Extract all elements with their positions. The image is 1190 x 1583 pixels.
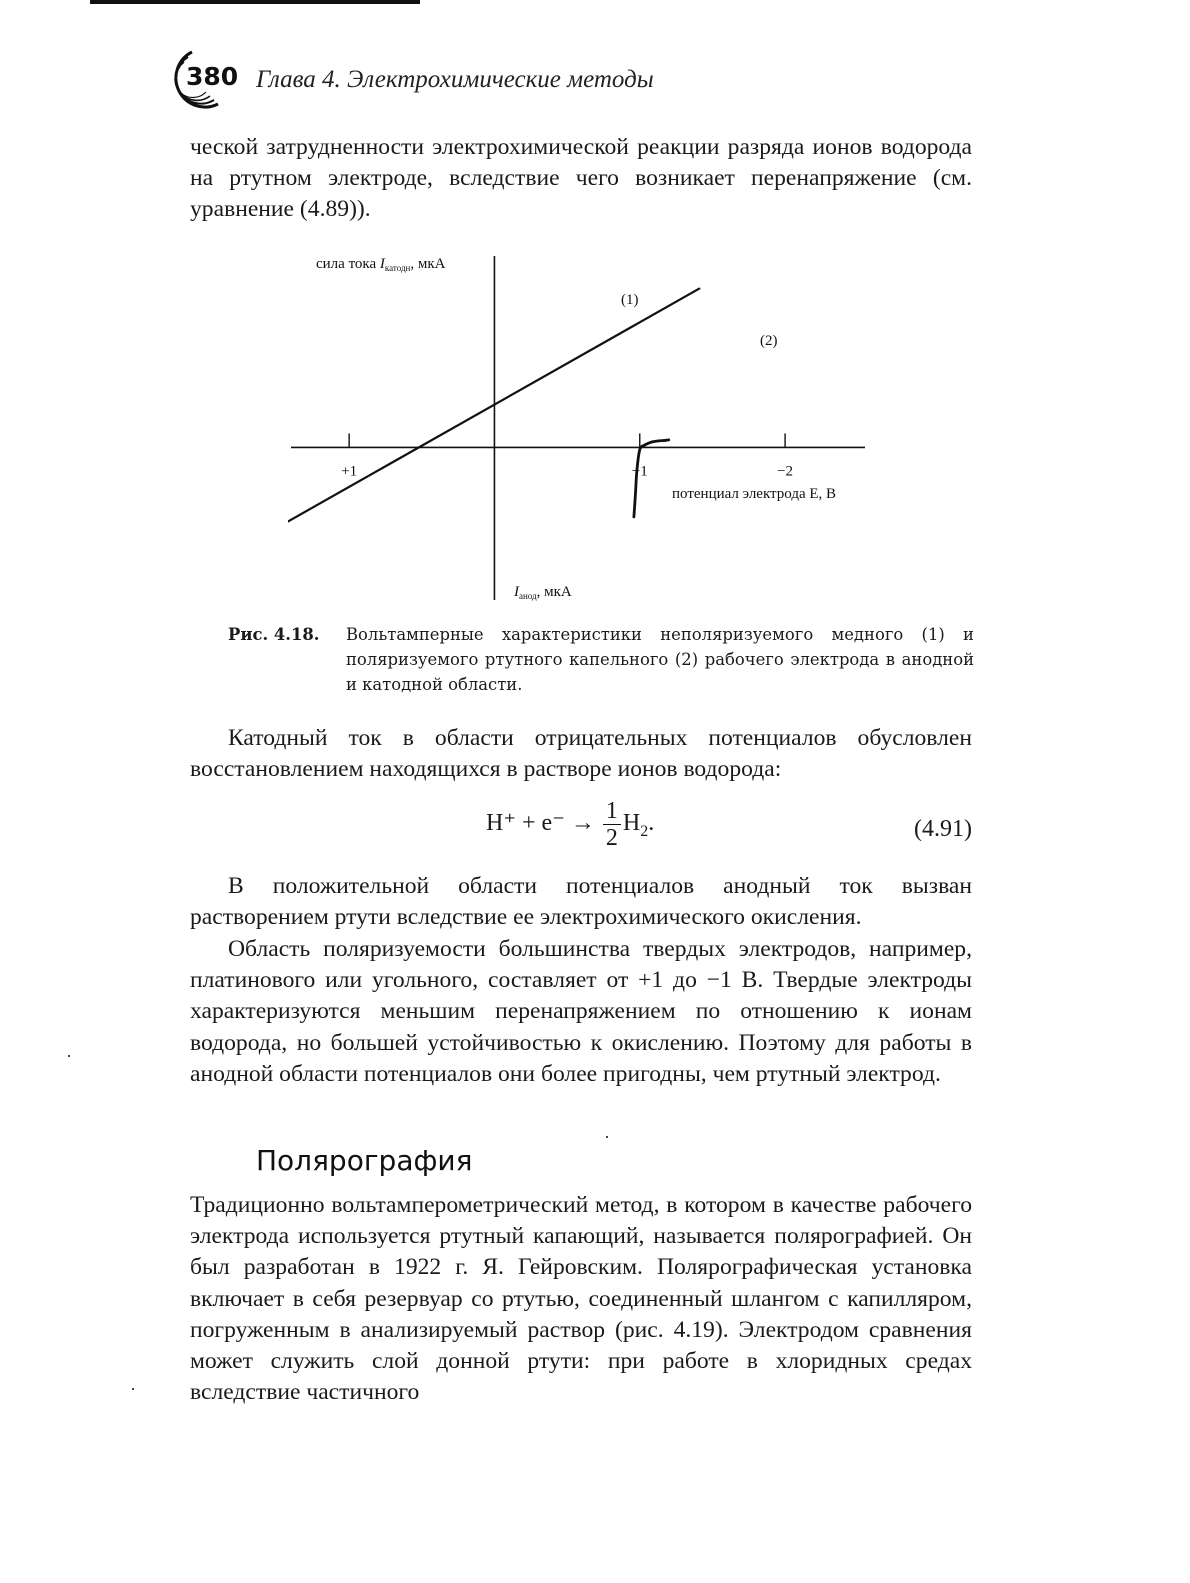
chapter-title: Глава 4. Электрохимические методы [256,66,654,93]
x-tick-label-0: +1 [341,463,358,480]
caption-text: Вольтамперные характеристики неполяризуемого медного (1) и поляризуемого ртутного капельного (2) рабочего электрода в анодной и катодной области. [346,625,974,694]
y-axis-label-top: сила тока $I_{катодн}$, мкА [316,256,446,273]
section-title: Полярография [256,1144,473,1177]
paragraph-intro: ческой затрудненности электрохимической реакции разряда ионов водорода на ртутном электроде, вследствие чего возникает перенапряжение (см. уравнение (4.89)). [190,134,972,223]
equation-fraction [603,798,621,851]
top-border [90,0,420,4]
equation-4-91 [486,798,654,868]
x-tick-label-1: −1 [631,463,648,480]
x-axis-label: потенциал электрода E, В [672,486,837,502]
series-label-1: (1) [621,292,639,308]
y-axis-label-bottom: $I_{анод}$, мкА [514,584,572,601]
equation-rhs-subscript: 2 [640,822,649,840]
scan-speck [606,1136,608,1138]
page-number: 380 [186,62,239,91]
paragraph-polarizability: Область поляризуемости большинства твердых электродов, например, платинового или угольного, составляет от +1 до −1 В. Твердые электроды характеризуются меньшим перенапряжением по отношению к ионам водорода, но большей устойчивостью к окислению. Поэтому для работы в анодной области потенциалов они более пригодны, чем ртутный электрод. [190,936,972,1087]
paragraph-cathodic: Катодный ток в области отрицательных потенциалов обусловлен восстановлением находящихся в растворе ионов водорода: [190,725,972,783]
caption-label: Рис. 4.18. [228,625,320,644]
scan-speck [132,1388,134,1390]
paragraph-anodic: В положительной области потенциалов анодный ток вызван растворением ртути вследствие ее электрохимического окисления. [190,873,972,931]
figure-4-18 [288,248,878,614]
series-label-2: (2) [760,333,778,349]
fraction-numerator: 1 [603,798,621,825]
equation-end: . [648,810,655,837]
equation-rhs: H [622,810,641,837]
equation-lhs: H⁺ + e⁻ → [486,810,595,837]
x-tick-label-2: −2 [777,463,794,480]
scan-speck [68,1055,70,1057]
paragraph-polarography: Традиционно вольтамперометрический метод, в котором в качестве рабочего электрода используется ртутный капающий, называется полярографией. Он был разработан в 1922 г. Я. Гейровским. Полярографическая установка включает в себя резервуар со ртутью, соединенный шлангом с капилляром, погруженным в анализируемый раствор (рис. 4.19). Электродом сравнения может служить слой донной ртути: при работе в хлоридных средах вследствие частичного [190,1192,972,1406]
fraction-denominator: 2 [605,825,618,851]
page-header [158,48,958,108]
equation-number: (4.91) [914,816,972,842]
voltammetry-chart [288,248,878,610]
